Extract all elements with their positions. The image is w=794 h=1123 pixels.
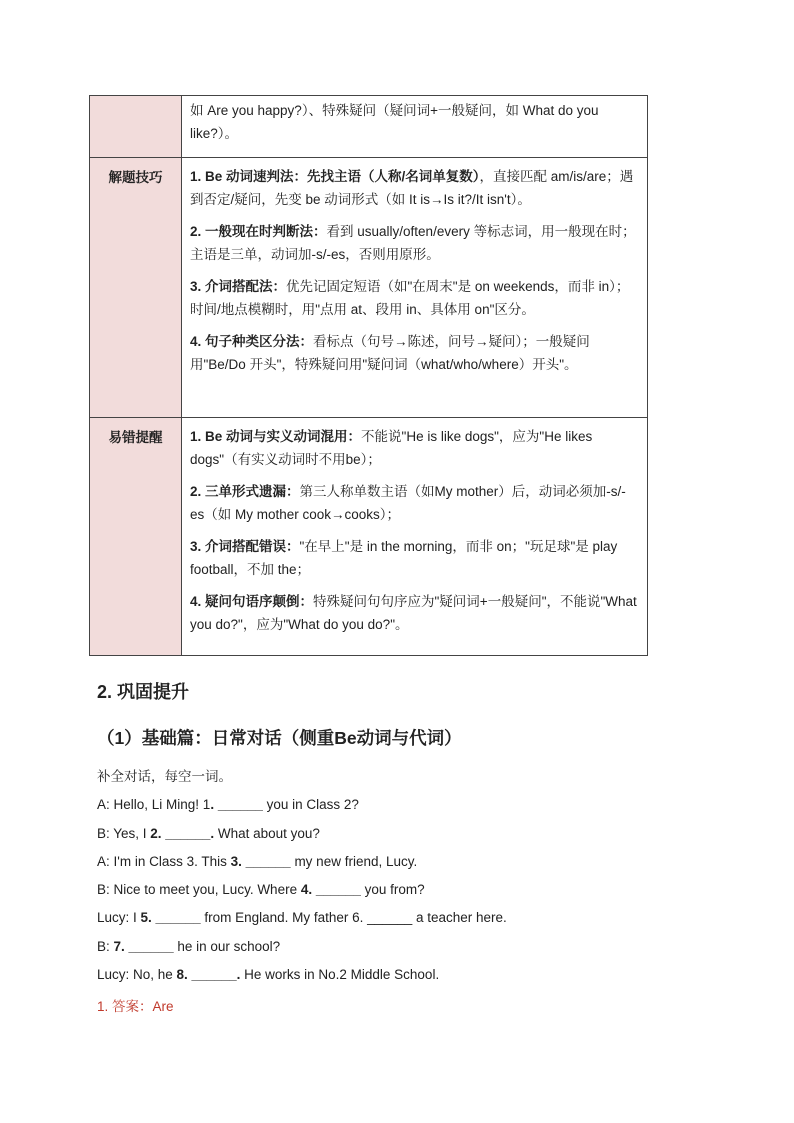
content-paragraph: 3. 介词搭配错误："在早上"是 in the morning，而非 on；"玩足球"是 play football，不加 the；: [190, 539, 618, 577]
content-paragraph: 1. Be 动词速判法：先找主语（人称/名词单复数），直接匹配 am/is/are；遇到否定/疑问，先变 be 动词形式（如 It is→Is it?/It isn't）。: [190, 169, 634, 207]
table-row-continued: [90, 96, 648, 158]
tips-table: [89, 95, 648, 656]
row-label: 易错提醒: [90, 418, 182, 656]
row-label-empty: [90, 96, 182, 158]
table-row-pitfalls: [90, 418, 648, 656]
row-content: [182, 96, 648, 158]
content-paragraph: 4. 句子种类区分法：看标点（句号→陈述，问号→疑问）；一般疑问用"Be/Do 开头"，特殊疑问用"疑问词（what/who/where）开头"。: [190, 334, 590, 372]
dialogue-line: B: Yes, I 2. ______. What about you?: [97, 826, 320, 841]
row-content: [182, 418, 648, 656]
dialogue-line: B: Nice to meet you, Lucy. Where 4. ______ you from?: [97, 882, 425, 897]
dialogue-line: A: Hello, Li Ming! 1. ______ you in Class 2?: [97, 797, 359, 812]
subsection-title: （1）基础篇：日常对话（侧重Be动词与代词）: [97, 728, 462, 748]
dialogue-line: Lucy: No, he 8. ______. He works in No.2 Middle School.: [97, 967, 440, 982]
content-paragraph: 2. 一般现在时判断法：看到 usually/often/every 等标志词，用一般现在时；主语是三单，动词加-s/-es，否则用原形。: [190, 224, 636, 262]
section-title: 2. 巩固提升: [97, 682, 190, 702]
instruction-text: 补全对话，每空一词。: [97, 769, 232, 784]
dialogue-line: Lucy: I 5. ______ from England. My father 6. ______ a teacher here.: [97, 910, 507, 925]
content-paragraph: 1. Be 动词与实义动词混用：不能说"He is like dogs"，应为"He likes dogs"（有实义动词时不用be）；: [190, 429, 593, 467]
table-row-tips: [90, 158, 648, 418]
row-content: [182, 158, 648, 418]
content-paragraph: 2. 三单形式遗漏：第三人称单数主语（如My mother）后，动词必须加-s/-es（如 My mother cook→cooks）；: [190, 484, 626, 522]
answer-line: 1. 答案：Are: [97, 999, 174, 1014]
content-paragraph: 4. 疑问句语序颠倒：特殊疑问句句序应为"疑问词+一般疑问"，不能说"What you do?"，应为"What do you do?"。: [190, 594, 637, 632]
content-paragraph: 3. 介词搭配法：优先记固定短语（如"在周末"是 on weekends，而非 in）；时间/地点模糊时，用"点用 at、段用 in、具体用 on"区分。: [190, 279, 630, 317]
content-paragraph: 如 Are you happy?）、特殊疑问（疑问词+一般疑问，如 What do you like?）。: [190, 103, 599, 141]
dialogue-line: A: I'm in Class 3. This 3. ______ my new friend, Lucy.: [97, 854, 418, 869]
row-label: 解题技巧: [90, 158, 182, 418]
dialogue-line: B: 7. ______ he in our school?: [97, 939, 281, 954]
